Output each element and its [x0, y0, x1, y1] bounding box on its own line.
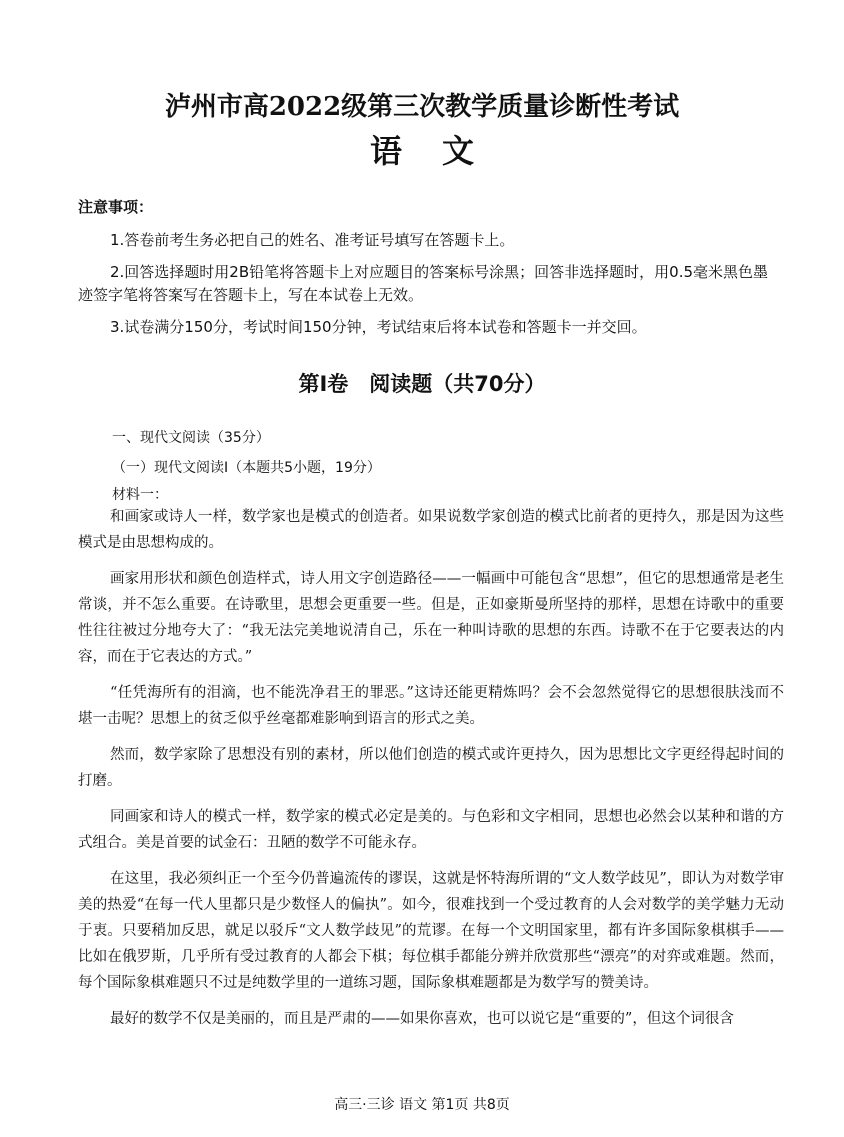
notice-heading: 注意事项：: [78, 198, 154, 216]
notice-item: 3.试卷满分150分，考试时间150分钟，考试结束后将本试卷和答题卡一并交回。: [110, 318, 647, 336]
reading-passage: [78, 504, 784, 1042]
passage-paragraph: 画家用形状和颜色创造样式，诗人用文字创造路径——一幅画中可能包含“思想”，但它的思想通常是老生常谈，并不怎么重要。在诗歌里，思想会更重要一些。但是，正如豪斯曼所坚持的那样，思想在诗歌中的重要性往往被过分地夸大了：“我无法完美地说清自己，乐在一种叫诗歌的思想的东西。诗歌不在于它要表达的内容，而在于它表达的方式。”: [78, 571, 784, 665]
passage-paragraph: 和画家或诗人一样，数学家也是模式的创造者。如果说数学家创造的模式比前者的更持久，那是因为这些模式是由思想构成的。: [78, 509, 784, 551]
exam-title: 泸州市高2022级第三次教学质量诊断性考试: [164, 92, 680, 122]
page-footer: 高三·三诊 语文 第1页 共8页: [334, 1097, 510, 1113]
subject-title: 语文: [369, 132, 514, 170]
section-heading: 一、现代文阅读（35分）: [112, 430, 270, 446]
notice-block: [78, 196, 778, 348]
passage-paragraph: 同画家和诗人的模式一样，数学家的模式必定是美的。与色彩和文字相同，思想也必然会以某种和谐的方式组合。美是首要的试金石：丑陋的数学不可能永存。: [78, 809, 784, 851]
passage-paragraph: “任凭海所有的泪滴，也不能洗净君王的罪恶。”这诗还能更精炼吗？会不会忽然觉得它的思想很肤浅而不堪一击呢？思想上的贫乏似乎丝毫都难影响到语言的形式之美。: [78, 685, 784, 727]
section-subheading: （一）现代文阅读Ⅰ（本题共5小题，19分）: [112, 460, 381, 476]
material-label: 材料一：: [112, 487, 168, 503]
notice-item: 1.答卷前考生务必把自己的姓名、准考证号填写在答题卡上。: [110, 231, 515, 249]
passage-paragraph: 最好的数学不仅是美丽的，而且是严肃的——如果你喜欢，也可以说它是“重要的”，但这个词很含: [110, 1011, 734, 1027]
passage-paragraph: 然而，数学家除了思想没有别的素材，所以他们创造的模式或许更持久，因为思想比文字更经得起时间的打磨。: [78, 747, 784, 789]
passage-paragraph: 在这里，我必须纠正一个至今仍普遍流传的谬误，这就是怀特海所谓的“文人数学歧见”，即认为对数学审美的热爱“在每一代人里都只是少数怪人的偏执”。如今，很难找到一个受过教育的人会对数学的美学魅力无动于衷。只要稍加反思，就足以驳斥“文人数学歧见”的荒谬。在每一个文明国家里，都有许多国际象棋棋手——比如在俄罗斯，几乎所有受过教育的人都会下棋；每位棋手都能分辨并欣赏那些“漂亮”的对弈或难题。然而，每个国际象棋难题只不过是纯数学里的一道练习题，国际象棋难题都是为数学写的赞美诗。: [78, 871, 784, 991]
notice-item: 2.回答选择题时用2B铅笔将答题卡上对应题目的答案标号涂黑；回答非选择题时，用0.5毫米黑色墨迹签字笔将答案写在答题卡上，写在本试卷上无效。: [78, 263, 769, 304]
part-title: 第Ⅰ卷 阅读题（共70分）: [298, 372, 546, 396]
